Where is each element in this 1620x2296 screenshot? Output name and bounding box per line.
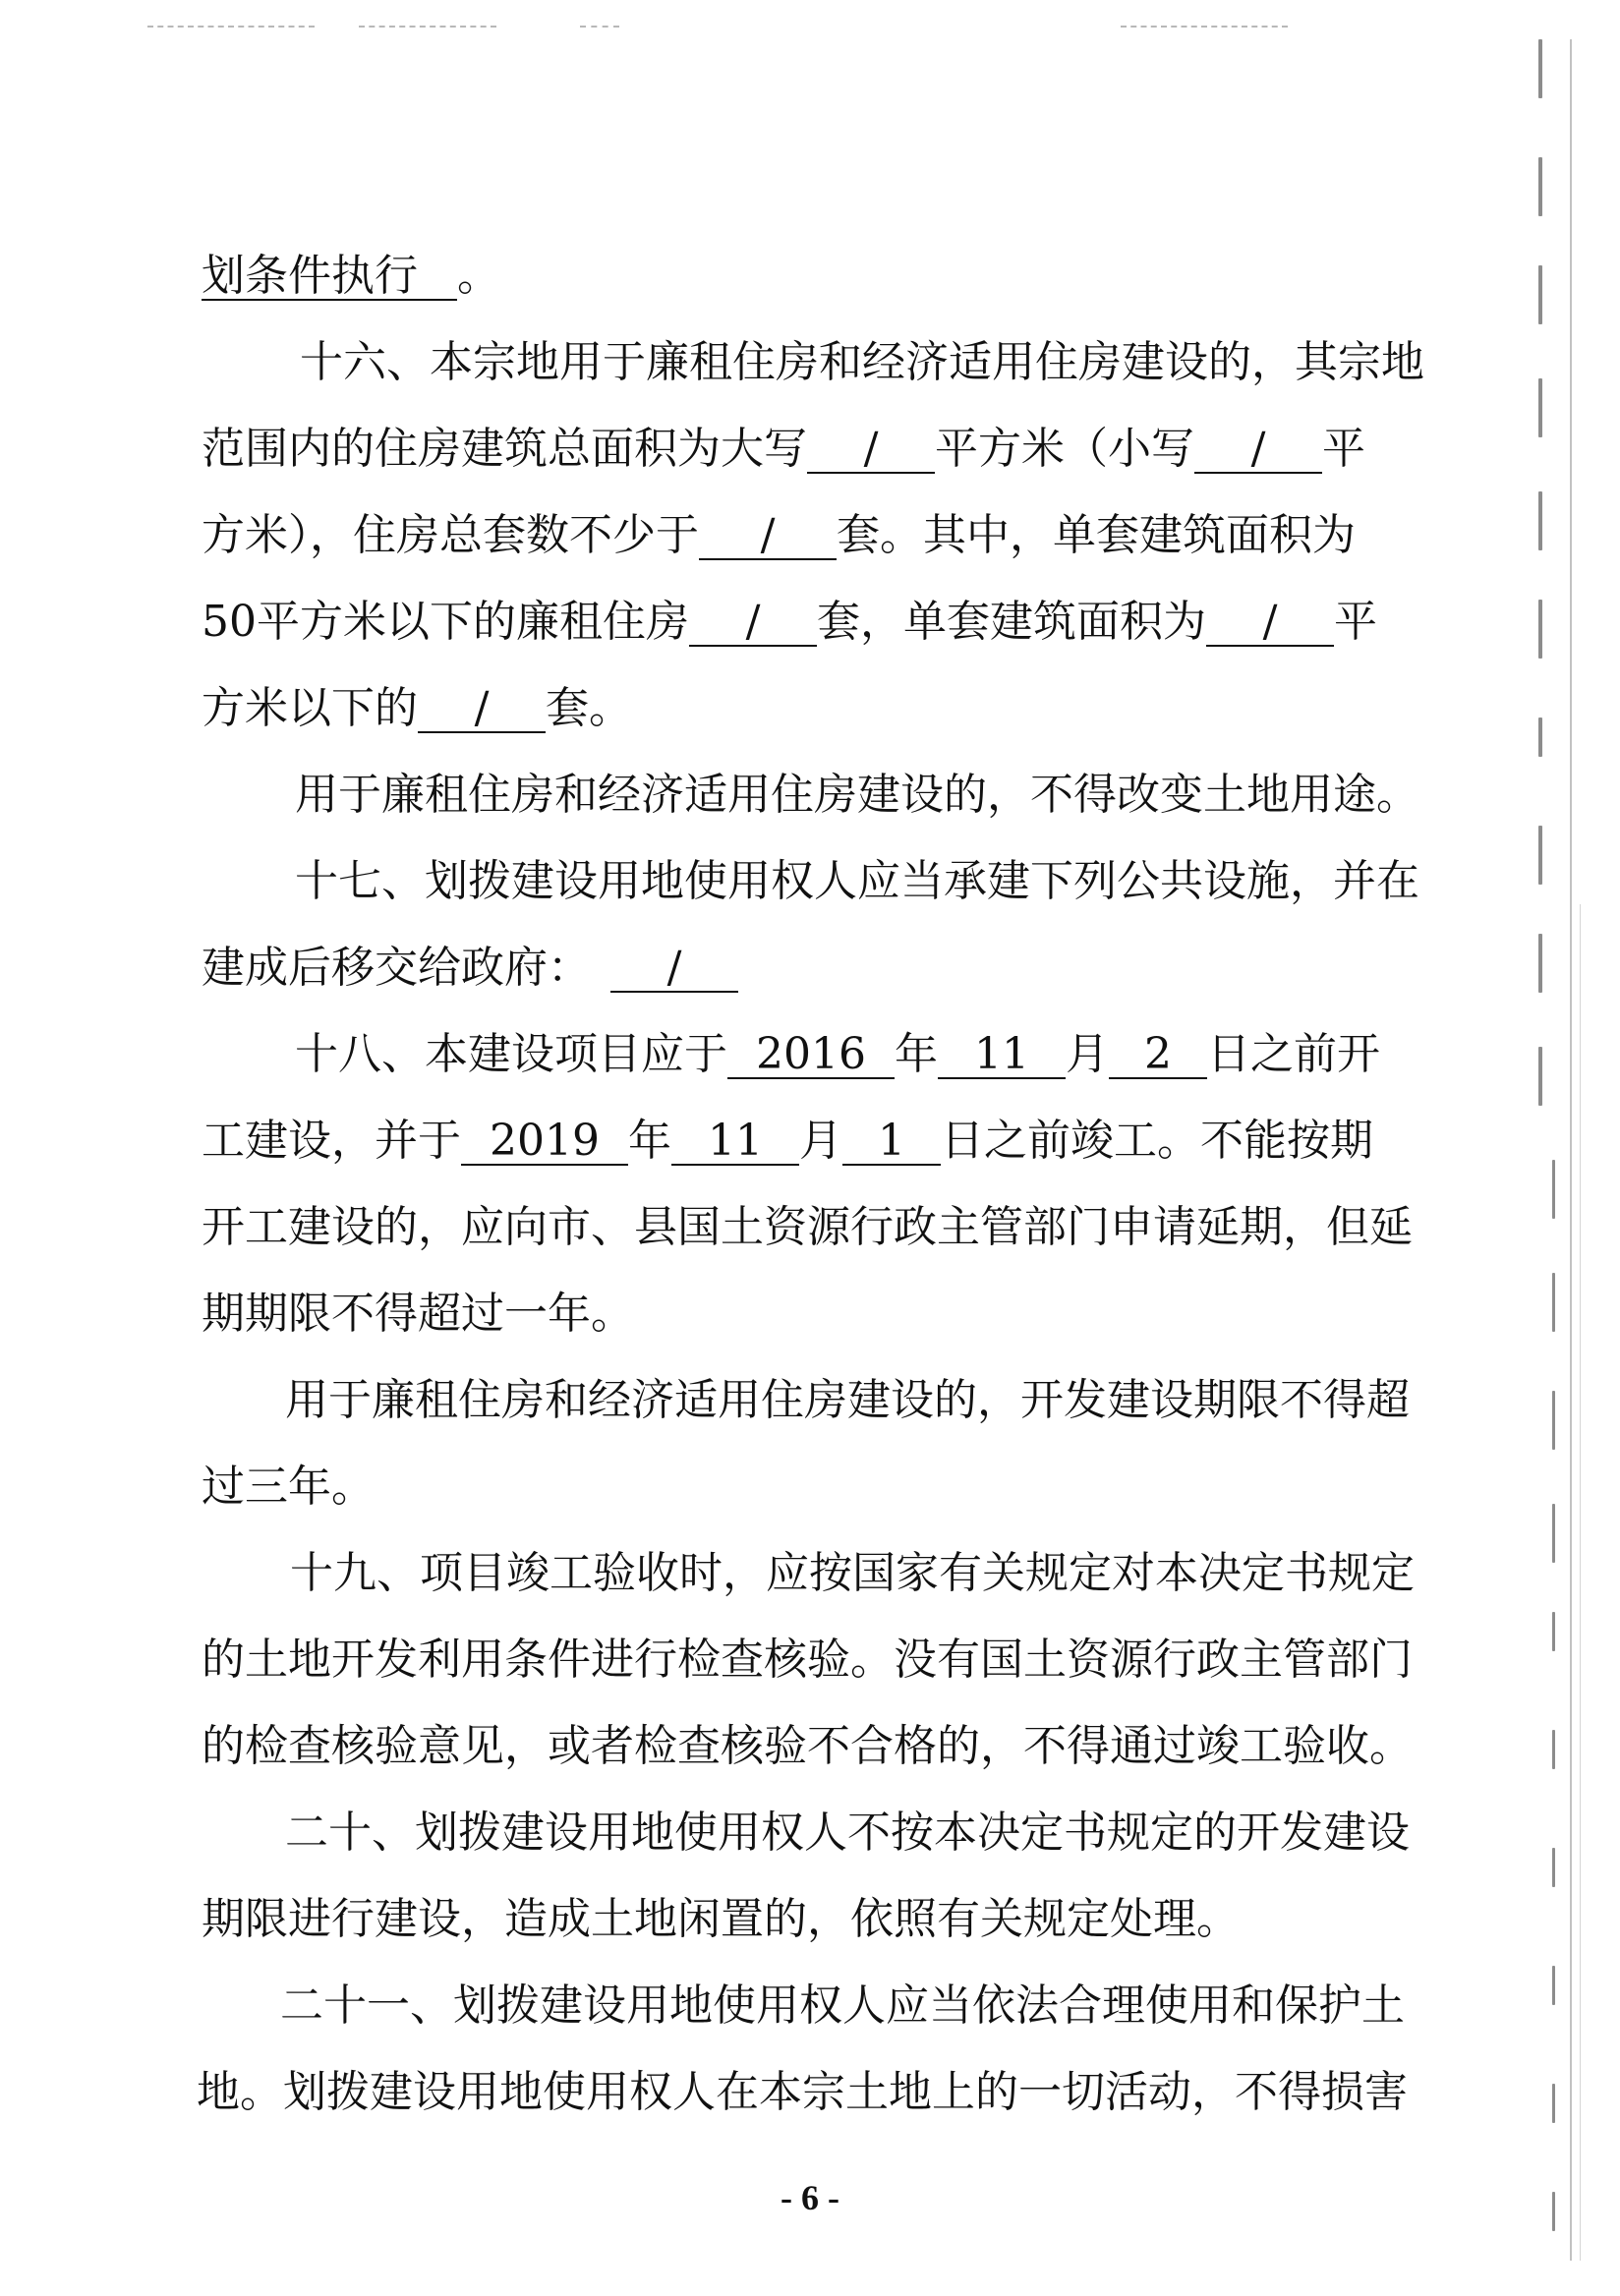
text-segment: 50平方米以下的廉租住房 — [202, 597, 689, 647]
paragraph-18-line-1 — [295, 1030, 1380, 1079]
binding-hole-mark — [1552, 1504, 1555, 1563]
paragraph-16-line-1: 十六、本宗地用于廉租住房和经济适用住房建设的，其宗地 — [300, 337, 1424, 387]
text-segment: 月 — [799, 1116, 842, 1166]
binding-hole-mark — [1538, 491, 1542, 550]
paragraph-18-line-6: 过三年。 — [202, 1462, 375, 1512]
text-line — [202, 252, 500, 301]
text-segment: 年 — [895, 1029, 938, 1079]
end-month-field: 11 — [671, 1119, 799, 1166]
text-segment: 十八、本建设项目应于 — [295, 1029, 727, 1079]
binding-margin — [1538, 39, 1607, 2261]
paragraph-17-line-2 — [202, 944, 738, 993]
paragraph-21-line-1: 二十一、划拨建设用地使用权人应当依法合理使用和保护土 — [280, 1980, 1405, 2031]
text-segment: 建成后移交给政府： — [202, 943, 591, 993]
blank-field: / — [610, 946, 738, 993]
binding-hole-mark — [1538, 265, 1542, 324]
scan-edge-mark — [147, 26, 315, 28]
end-day-field: 1 — [842, 1119, 941, 1166]
text-segment: 平 — [1322, 424, 1365, 474]
text-segment: 月 — [1066, 1029, 1109, 1079]
binding-hole-mark — [1552, 1612, 1555, 1651]
page-number: - 6 - — [781, 2178, 839, 2217]
text-segment: 日之前开 — [1207, 1029, 1380, 1079]
text-segment: 方米），住房总套数不少于 — [202, 510, 699, 560]
binding-hole-mark — [1538, 1047, 1542, 1106]
binding-hole-mark — [1552, 1966, 1555, 2005]
end-year-field: 2019 — [461, 1119, 628, 1166]
binding-hole-mark — [1552, 2084, 1555, 2123]
start-day-field: 2 — [1109, 1032, 1207, 1079]
text-segment: 年 — [628, 1116, 671, 1166]
text-segment: 平方米（小写 — [935, 424, 1194, 474]
text-segment: 方米以下的 — [202, 683, 418, 733]
binding-hole-mark — [1538, 157, 1542, 216]
blank-field: / — [1206, 600, 1334, 647]
binding-hole-mark — [1538, 600, 1542, 659]
paragraph-20-line-2: 期限进行建设，造成土地闲置的，依照有关规定处理。 — [202, 1894, 1240, 1944]
binding-hole-mark — [1552, 1160, 1555, 1219]
scan-edge-mark — [1121, 26, 1288, 28]
paragraph-16-line-3 — [202, 511, 1356, 560]
paragraph-16-line-2 — [202, 425, 1365, 474]
blank-field: / — [699, 513, 837, 560]
text-segment: 范围内的住房建筑总面积为大写 — [202, 424, 807, 474]
paragraph-19-line-2: 的土地开发利用条件进行检查核验。没有国土资源行政主管部门 — [202, 1635, 1413, 1685]
paragraph-18-line-3: 开工建设的，应向市、县国土资源行政主管部门申请延期，但延 — [202, 1202, 1413, 1252]
scan-edge-mark — [359, 26, 496, 28]
paragraph-16-line-6: 用于廉租住房和经济适用住房建设的，不得改变土地用途。 — [295, 770, 1419, 820]
start-year-field: 2016 — [727, 1032, 895, 1079]
binding-hole-mark — [1538, 826, 1542, 885]
binding-hole-mark — [1538, 39, 1542, 98]
blank-field: / — [689, 600, 817, 647]
paragraph-18-line-2 — [202, 1117, 1373, 1166]
binding-hole-mark — [1552, 1848, 1555, 1887]
text-segment: 套。 — [546, 683, 632, 733]
start-month-field: 11 — [938, 1032, 1066, 1079]
blank-field: / — [807, 427, 935, 474]
binding-hole-mark — [1552, 1391, 1555, 1450]
paragraph-16-line-4 — [202, 598, 1377, 647]
paragraph-20-line-1: 二十、划拨建设用地使用权人不按本决定书规定的开发建设 — [285, 1808, 1410, 1858]
binding-line — [1580, 904, 1581, 2261]
paragraph-16-line-5 — [202, 684, 632, 733]
paragraph-19-line-3: 的检查核验意见，或者检查核验不合格的，不得通过竣工验收。 — [202, 1721, 1413, 1771]
binding-hole-mark — [1552, 1273, 1555, 1332]
text-segment: 套。其中，单套建筑面积为 — [837, 510, 1356, 560]
paragraph-21-line-2: 地。划拨建设用地使用权人在本宗土地上的一切活动，不得损害 — [197, 2067, 1408, 2117]
text-segment: 。 — [457, 251, 500, 301]
binding-hole-mark — [1538, 718, 1542, 757]
blank-field: / — [1194, 427, 1322, 474]
binding-hole-mark — [1538, 378, 1542, 437]
paragraph-19-line-1: 十九、项目竣工验收时，应按国家有关规定对本决定书规定 — [290, 1548, 1415, 1598]
blank-field: / — [418, 686, 546, 733]
text-segment: 平 — [1334, 597, 1377, 647]
scan-edge-mark — [580, 26, 619, 28]
paragraph-17-line-1: 十七、划拨建设用地使用权人应当承建下列公共设施，并在 — [295, 856, 1419, 906]
filled-field: 划条件执行 — [202, 254, 457, 301]
binding-hole-mark — [1538, 934, 1542, 993]
text-segment: 工建设，并于 — [202, 1116, 461, 1166]
binding-hole-mark — [1552, 1730, 1555, 1769]
binding-line — [1570, 39, 1572, 2261]
text-segment: 套，单套建筑面积为 — [817, 597, 1206, 647]
text-segment: 日之前竣工。不能按期 — [941, 1116, 1373, 1166]
paragraph-18-line-5: 用于廉租住房和经济适用住房建设的，开发建设期限不得超 — [285, 1375, 1410, 1425]
paragraph-18-line-4: 期期限不得超过一年。 — [202, 1289, 634, 1339]
